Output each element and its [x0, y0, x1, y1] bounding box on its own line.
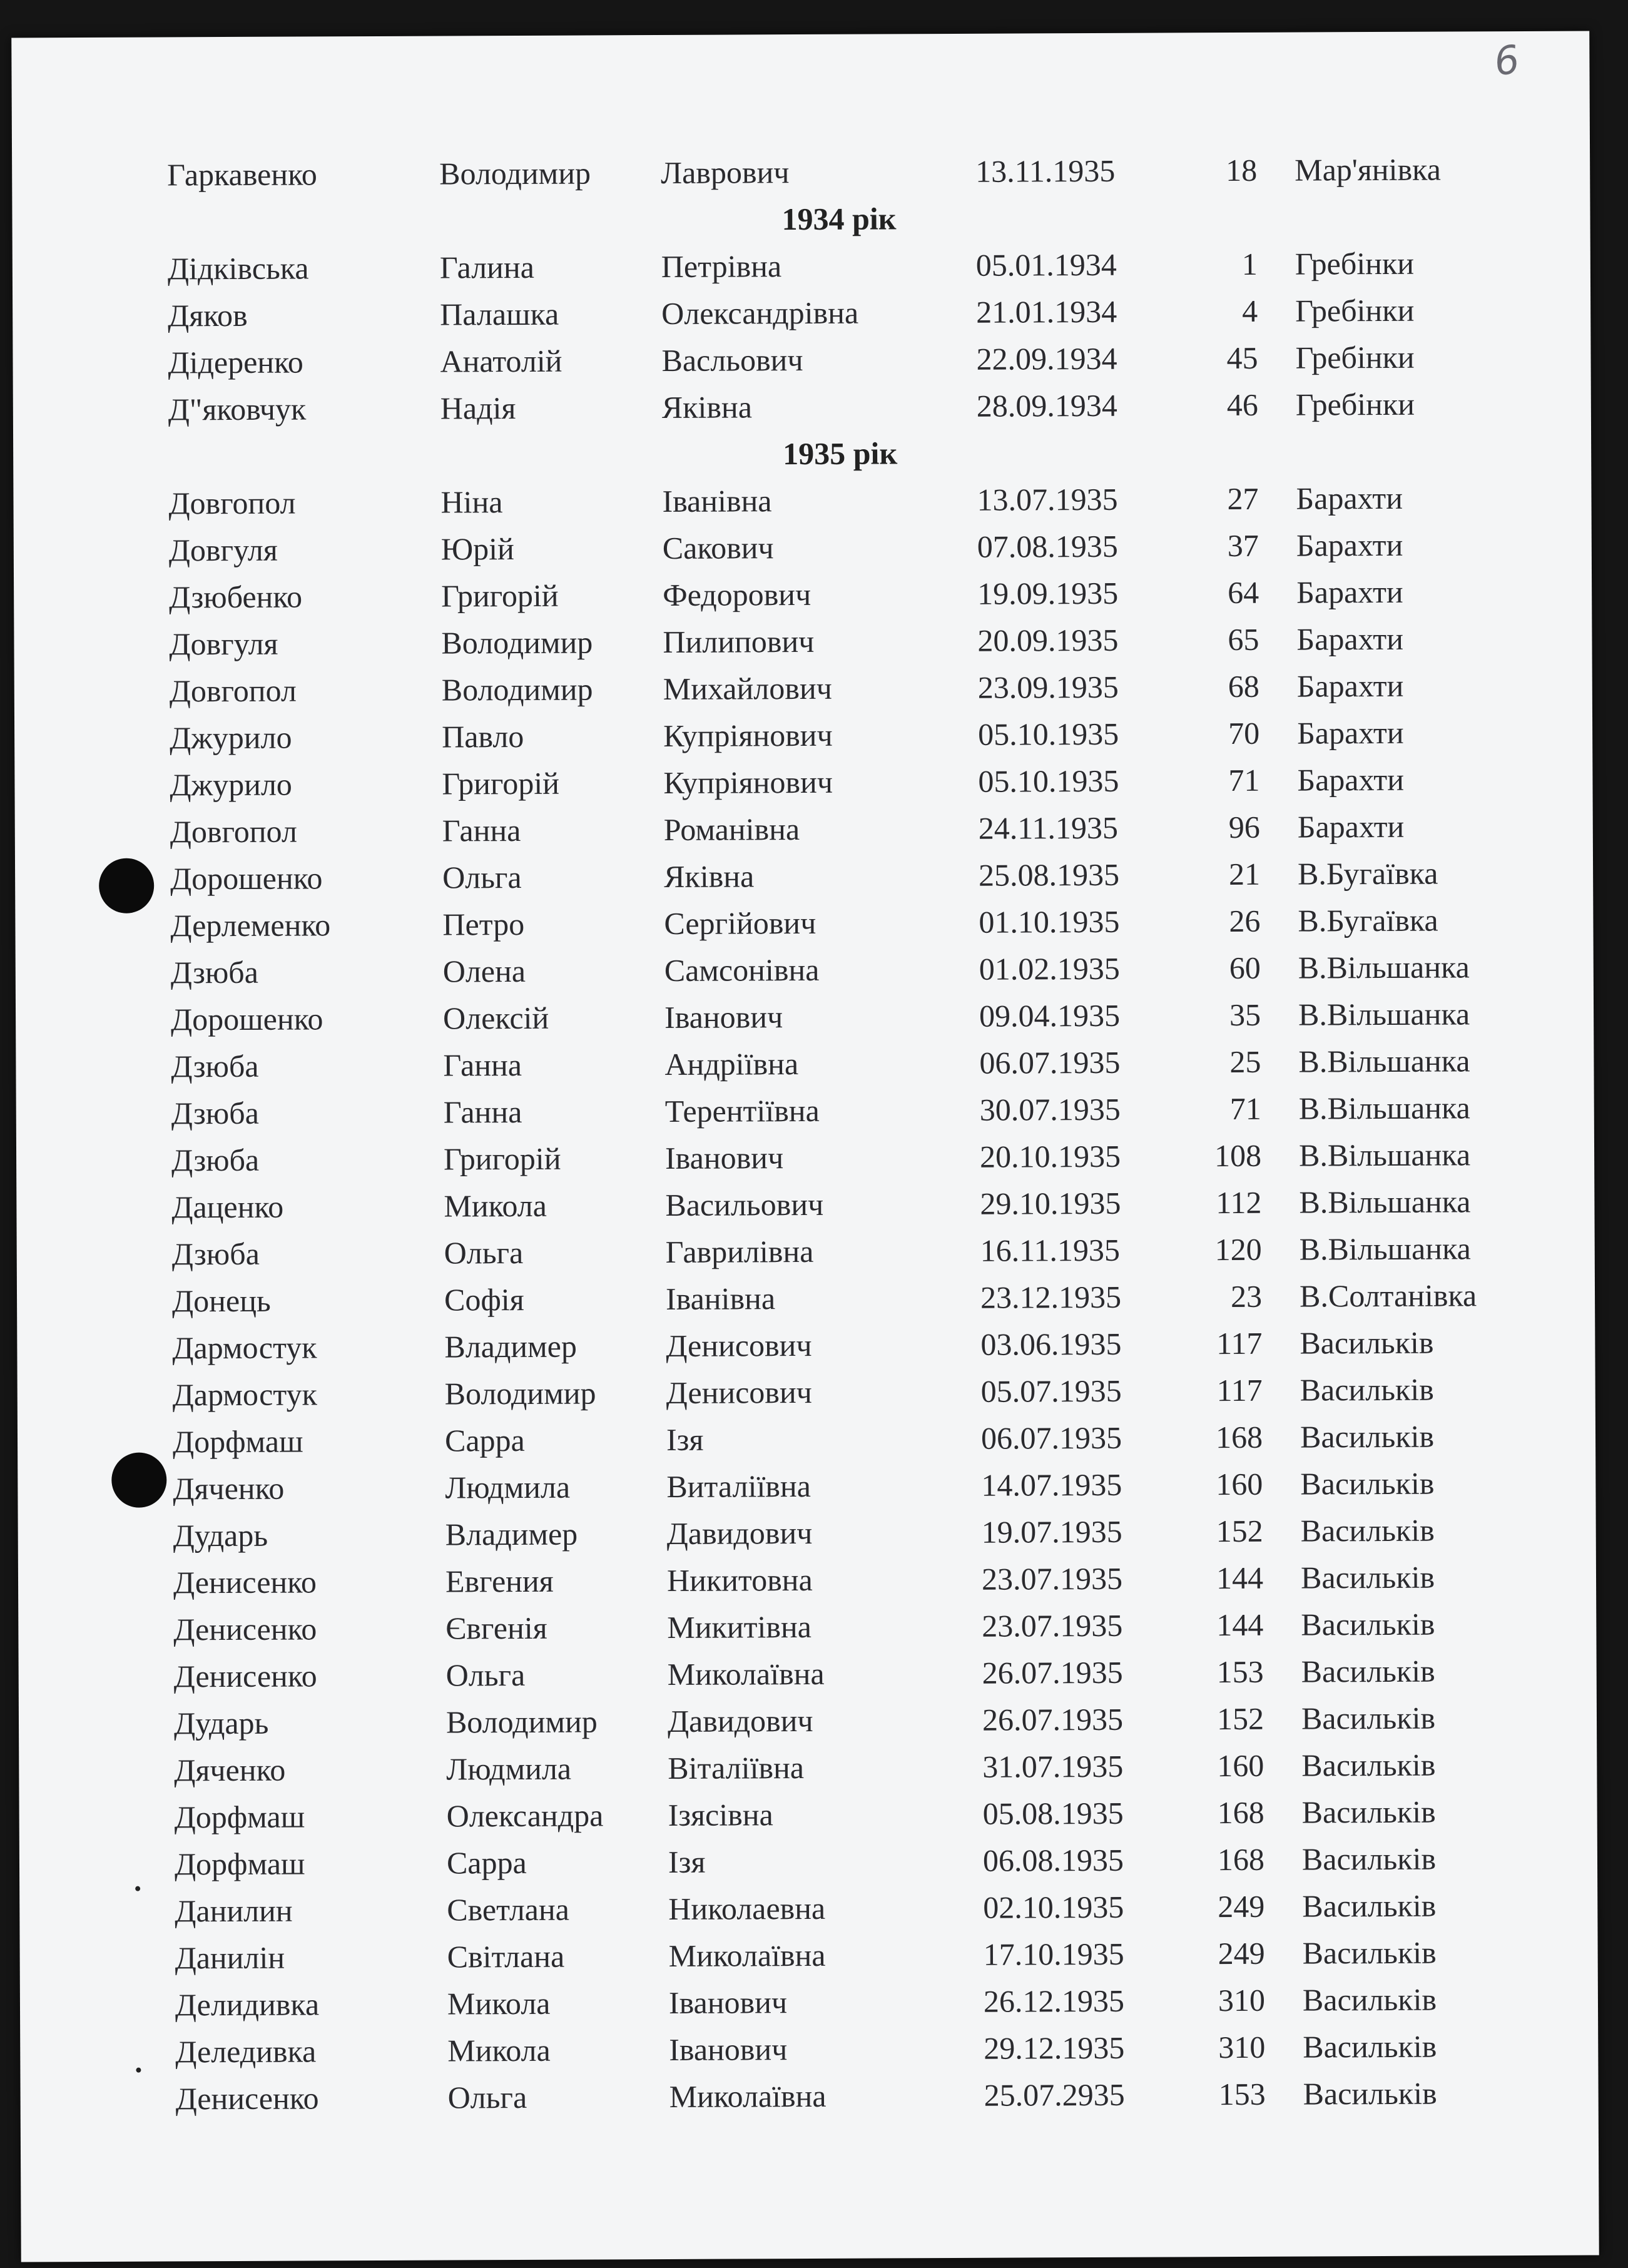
first-name-cell: Владимер [444, 1328, 577, 1365]
record-row [18, 1600, 1596, 1654]
surname-cell: Довгопол [170, 813, 297, 850]
place-cell: В.Вільшанка [1298, 1043, 1470, 1079]
place-cell: В.Бугаївка [1297, 855, 1438, 892]
record-row [14, 615, 1592, 669]
place-cell: Барахти [1297, 808, 1405, 845]
surname-cell: Дорошенко [170, 1001, 323, 1037]
date-cell: 29.10.1935 [980, 1185, 1121, 1221]
first-name-cell: Евгения [445, 1563, 554, 1599]
record-number-cell: 168 [1217, 1841, 1265, 1878]
date-cell: 19.07.1935 [981, 1513, 1122, 1550]
date-cell: 01.10.1935 [979, 903, 1120, 940]
record-row [13, 380, 1591, 434]
surname-cell: Денисенко [173, 1564, 317, 1600]
record-row [18, 1506, 1596, 1560]
first-name-cell: Григорій [441, 577, 559, 614]
record-row [12, 146, 1590, 200]
patronymic-cell: Никитовна [666, 1562, 813, 1598]
record-row [18, 1412, 1595, 1466]
date-cell: 31.07.1935 [982, 1748, 1124, 1784]
date-cell: 23.12.1935 [980, 1279, 1122, 1315]
year-heading [13, 429, 1591, 479]
record-row [16, 1177, 1594, 1231]
first-name-cell: Ольга [444, 1234, 524, 1271]
record-number-cell: 249 [1218, 1888, 1265, 1925]
first-name-cell: Ольга [442, 859, 522, 895]
patronymic-cell: Михайлович [663, 670, 832, 706]
record-number-cell: 65 [1228, 621, 1259, 658]
year-heading [12, 194, 1590, 245]
record-row [19, 1834, 1597, 1888]
place-cell: Барахти [1296, 574, 1403, 610]
place-cell: Васильків [1301, 1841, 1437, 1877]
date-cell: 06.08.1935 [982, 1842, 1124, 1878]
surname-cell: Донець [171, 1283, 271, 1319]
surname-cell: Дорошенко [170, 860, 323, 897]
date-cell: 26.07.1935 [982, 1654, 1123, 1691]
first-name-cell: Олексій [442, 1000, 549, 1036]
date-cell: 09.04.1935 [979, 997, 1121, 1034]
patronymic-cell: Іванівна [665, 1281, 776, 1316]
first-name-cell: Олександра [446, 1798, 604, 1834]
place-cell: Васильків [1301, 1794, 1436, 1830]
surname-cell: Даценко [171, 1189, 284, 1225]
patronymic-cell: Олександрівна [661, 295, 859, 331]
patronymic-cell: Віталіївна [668, 1750, 805, 1786]
place-cell: В.Вільшанка [1299, 1231, 1471, 1267]
record-number-cell: 144 [1216, 1607, 1264, 1643]
record-number-cell: 71 [1229, 1091, 1261, 1127]
surname-cell: Денисенко [175, 2080, 319, 2117]
date-cell: 26.12.1935 [983, 1983, 1125, 2019]
place-cell: Барахти [1296, 480, 1403, 516]
first-name-cell: Микола [447, 2032, 551, 2068]
date-cell: 05.10.1935 [978, 763, 1119, 799]
patronymic-cell: Терентіївна [664, 1092, 820, 1129]
record-number-cell: 144 [1216, 1560, 1264, 1596]
first-name-cell: Владимер [445, 1516, 578, 1552]
date-cell: 01.02.1935 [979, 950, 1120, 987]
first-name-cell: Григорій [442, 765, 560, 801]
record-row [13, 333, 1590, 387]
record-row [13, 474, 1591, 528]
first-name-cell: Григорій [443, 1141, 561, 1177]
record-number-cell: 96 [1228, 809, 1260, 845]
surname-cell: Джурило [170, 766, 292, 803]
place-cell: Барахти [1296, 621, 1404, 657]
record-number-cell: 152 [1216, 1701, 1264, 1737]
place-cell: В.Вільшанка [1298, 1137, 1471, 1173]
patronymic-cell: Іванівна [662, 483, 772, 519]
record-row [17, 1224, 1595, 1278]
patronymic-cell: Гаврилівна [665, 1233, 814, 1269]
record-row [14, 521, 1592, 575]
record-row [14, 568, 1592, 622]
first-name-cell: Володимир [441, 624, 593, 661]
record-number-cell: 160 [1216, 1466, 1263, 1502]
date-cell: 17.10.1935 [983, 1936, 1124, 1972]
record-number-cell: 70 [1228, 715, 1260, 751]
patronymic-cell: Самсонівна [664, 952, 820, 988]
record-row [19, 1928, 1597, 1982]
surname-cell: Довгуля [169, 626, 278, 662]
record-number-cell: 45 [1226, 340, 1258, 376]
patronymic-cell: Виталіївна [666, 1468, 811, 1504]
surname-cell: Денисенко [173, 1658, 317, 1694]
place-cell: В.Вільшанка [1299, 1184, 1471, 1220]
date-cell: 02.10.1935 [983, 1889, 1124, 1925]
place-cell: В.Солтанівка [1299, 1278, 1477, 1314]
record-number-cell: 168 [1215, 1419, 1263, 1455]
date-cell: 03.06.1935 [980, 1326, 1122, 1362]
record-row [13, 240, 1590, 293]
record-number-cell: 64 [1228, 574, 1259, 611]
date-cell: 16.11.1935 [980, 1232, 1121, 1268]
date-cell: 29.12.1935 [984, 2030, 1125, 2066]
surname-cell: Деледивка [175, 2033, 317, 2070]
place-cell: Васильків [1300, 1512, 1435, 1548]
patronymic-cell: Федорович [663, 576, 811, 613]
record-row [16, 1131, 1594, 1184]
patronymic-cell: Васильович [665, 1186, 824, 1223]
first-name-cell: Володимир [445, 1704, 598, 1740]
place-cell: В.Бугаївка [1298, 902, 1438, 938]
date-cell: 28.09.1934 [976, 387, 1117, 424]
record-number-cell: 152 [1216, 1513, 1263, 1549]
record-number-cell: 310 [1218, 2029, 1266, 2065]
patronymic-cell: Николаевна [668, 1890, 826, 1926]
surname-cell: Дяков [168, 297, 248, 333]
patronymic-cell: Купріянович [663, 764, 833, 800]
record-number-cell: 68 [1228, 668, 1259, 704]
place-cell: Васильків [1301, 1700, 1436, 1736]
patronymic-cell: Ізя [668, 1844, 706, 1879]
surname-cell: Дяченко [174, 1752, 286, 1788]
place-cell: Васильків [1302, 1888, 1437, 1924]
place-cell: Васильків [1300, 1371, 1434, 1408]
date-cell: 05.08.1935 [982, 1795, 1124, 1831]
record-row [14, 756, 1592, 810]
place-cell: Васильків [1300, 1418, 1435, 1455]
year-heading-label: 1935 рік [783, 435, 898, 472]
surname-cell: Джурило [170, 720, 292, 756]
surname-cell: Дідеренко [168, 344, 303, 380]
place-cell: Васильків [1301, 1747, 1436, 1783]
patronymic-cell: Іванович [668, 1985, 788, 2020]
record-number-cell: 25 [1229, 1044, 1261, 1080]
date-cell: 23.09.1935 [977, 669, 1119, 705]
date-cell: 25.08.1935 [978, 857, 1120, 893]
first-name-cell: Ганна [443, 1094, 522, 1130]
patronymic-cell: Ізя [666, 1421, 704, 1457]
record-row [20, 1975, 1598, 2029]
first-name-cell: Володимир [441, 671, 593, 708]
record-number-cell: 310 [1218, 1982, 1266, 2018]
surname-cell: Дударь [173, 1517, 268, 1554]
date-cell: 19.09.1935 [977, 575, 1119, 611]
surname-cell: Довгопол [169, 673, 297, 709]
first-name-cell: Галина [439, 249, 534, 285]
surname-cell: Дзюба [171, 1048, 259, 1084]
surname-cell: Дорфмаш [172, 1423, 303, 1460]
date-cell: 13.11.1935 [975, 153, 1116, 189]
patronymic-cell: Денисович [666, 1327, 812, 1363]
record-row [15, 803, 1593, 857]
surname-cell: Дорфмаш [174, 1799, 305, 1835]
patronymic-cell: Сергійович [664, 905, 817, 941]
place-cell: Барахти [1297, 761, 1405, 798]
record-row [16, 1037, 1594, 1091]
surname-cell: Денисенко [173, 1611, 317, 1647]
document-page [11, 31, 1599, 2262]
record-row [18, 1365, 1595, 1419]
surname-cell: Дорфмаш [174, 1846, 305, 1882]
first-name-cell: Софія [444, 1281, 524, 1318]
place-cell: Васильків [1302, 1935, 1437, 1971]
record-row [18, 1553, 1596, 1607]
record-row [15, 897, 1593, 950]
date-cell: 21.01.1934 [976, 293, 1117, 330]
handwritten-page-number: 6 [1491, 36, 1522, 85]
date-cell: 13.07.1935 [977, 481, 1118, 517]
record-number-cell: 120 [1214, 1231, 1262, 1268]
record-number-cell: 112 [1216, 1184, 1262, 1221]
record-number-cell: 23 [1230, 1278, 1263, 1315]
patronymic-cell: Андріївна [664, 1046, 799, 1082]
surname-cell: Дзюба [171, 1095, 259, 1131]
record-number-cell: 249 [1218, 1935, 1265, 1971]
record-number-cell: 108 [1214, 1137, 1262, 1174]
patronymic-cell: Васльович [661, 342, 803, 378]
first-name-cell: Ольга [445, 1657, 526, 1693]
first-name-cell: Ольга [447, 2079, 527, 2115]
record-number-cell: 27 [1227, 481, 1259, 517]
record-row [17, 1271, 1595, 1325]
place-cell: Васильків [1300, 1465, 1435, 1502]
first-name-cell: Сарра [444, 1422, 525, 1458]
record-row [19, 1647, 1597, 1701]
place-cell: В.Вільшанка [1298, 1090, 1470, 1126]
place-cell: Барахти [1296, 668, 1404, 704]
surname-cell: Дідківська [167, 250, 309, 287]
patronymic-cell: Микитівна [667, 1609, 812, 1645]
record-number-cell: 1 [1241, 246, 1258, 282]
first-name-cell: Петро [442, 906, 525, 942]
first-name-cell: Ніна [440, 484, 503, 520]
first-name-cell: Палашка [440, 296, 559, 332]
patronymic-cell: Пилипович [663, 623, 815, 659]
record-number-cell: 153 [1216, 1654, 1264, 1690]
first-name-cell: Світлана [447, 1938, 565, 1975]
patronymic-cell: Купріянович [663, 717, 833, 753]
date-cell: 06.07.1935 [980, 1420, 1122, 1456]
place-cell: Гребінки [1295, 292, 1415, 328]
record-row [16, 943, 1594, 997]
date-cell: 07.08.1935 [977, 528, 1118, 564]
surname-cell: Дяченко [173, 1470, 285, 1507]
date-cell: 23.07.1935 [981, 1560, 1123, 1597]
patronymic-cell: Яківна [661, 389, 753, 425]
surname-cell: Дзюба [170, 954, 258, 990]
record-number-cell: 168 [1217, 1794, 1264, 1831]
patronymic-cell: Лаврович [661, 155, 790, 190]
date-cell: 06.07.1935 [979, 1044, 1121, 1081]
place-cell: Васильків [1302, 1981, 1437, 2018]
date-cell: 20.10.1935 [979, 1138, 1121, 1174]
date-cell: 20.09.1935 [977, 622, 1119, 658]
place-cell: В.Вільшанка [1298, 949, 1470, 985]
record-number-cell: 4 [1242, 293, 1258, 328]
place-cell: Васильків [1303, 2075, 1437, 2112]
surname-cell: Гаркавенко [167, 156, 317, 193]
record-number-cell: 153 [1218, 2076, 1266, 2112]
record-number-cell: 160 [1217, 1747, 1264, 1784]
place-cell: Васильків [1300, 1559, 1435, 1595]
date-cell: 05.07.1935 [980, 1373, 1122, 1409]
surname-cell: Дармостук [172, 1330, 317, 1366]
place-cell: Барахти [1297, 714, 1404, 751]
first-name-cell: Володимир [444, 1375, 596, 1411]
first-name-cell: Надія [440, 390, 516, 426]
patronymic-cell: Романівна [663, 811, 800, 847]
first-name-cell: Анатолій [440, 343, 562, 379]
first-name-cell: Євгенія [445, 1610, 547, 1646]
patronymic-cell: Денисович [666, 1374, 812, 1410]
place-cell: В.Вільшанка [1298, 996, 1470, 1032]
first-name-cell: Микола [447, 1985, 551, 2021]
place-cell: Васильків [1300, 1325, 1434, 1361]
record-number-cell: 117 [1216, 1325, 1263, 1361]
first-name-cell: Павло [442, 718, 524, 755]
first-name-cell: Олена [442, 953, 526, 989]
surname-cell: Довгопол [168, 485, 296, 521]
patronymic-cell: Іванович [669, 2032, 788, 2067]
surname-cell: Дармостук [172, 1376, 317, 1413]
date-cell: 05.10.1935 [978, 716, 1119, 752]
place-cell: Васильків [1301, 1653, 1435, 1689]
date-cell: 24.11.1935 [978, 810, 1119, 846]
patronymic-cell: Миколаївна [668, 1937, 826, 1973]
year-heading-label: 1934 рік [781, 201, 897, 237]
record-number-cell: 35 [1229, 997, 1261, 1033]
date-cell: 25.07.2935 [984, 2077, 1125, 2113]
patronymic-cell: Петрівна [661, 248, 782, 284]
surname-cell: Довгуля [168, 532, 278, 568]
first-name-cell: Людмила [446, 1751, 572, 1787]
surname-cell: Дзюбенко [169, 579, 303, 615]
patronymic-cell: Давидович [666, 1515, 813, 1551]
surname-cell: Дзюба [171, 1142, 260, 1178]
patronymic-cell: Давидович [667, 1702, 813, 1739]
place-cell: Васильків [1303, 2028, 1437, 2065]
record-row [16, 990, 1594, 1044]
date-cell: 05.01.1934 [975, 247, 1117, 283]
record-row [19, 1694, 1597, 1747]
date-cell: 14.07.1935 [981, 1467, 1122, 1503]
records-table [11, 31, 1599, 2262]
record-number-cell: 46 [1226, 387, 1258, 423]
first-name-cell: Юрій [440, 531, 514, 567]
place-cell: Мар'янівка [1295, 151, 1441, 188]
record-row [16, 1084, 1594, 1137]
patronymic-cell: Ізясівна [668, 1797, 773, 1833]
record-row [18, 1459, 1595, 1513]
first-name-cell: Микола [444, 1187, 547, 1224]
record-row [13, 287, 1590, 340]
place-cell: Гребінки [1295, 339, 1415, 375]
first-name-cell: Ганна [442, 812, 521, 848]
surname-cell: Данилін [175, 1940, 285, 1976]
record-row [20, 2022, 1598, 2076]
surname-cell: Д"яковчук [168, 391, 307, 427]
surname-cell: Делидивка [175, 1986, 320, 2023]
record-row [15, 850, 1593, 903]
record-number-cell: 18 [1226, 152, 1258, 188]
surname-cell: Дударь [173, 1705, 269, 1741]
record-number-cell: 71 [1228, 762, 1260, 798]
record-number-cell: 117 [1216, 1372, 1263, 1408]
record-row [17, 1318, 1595, 1372]
surname-cell: Дерлеменко [170, 907, 331, 943]
patronymic-cell: Іванович [664, 1140, 784, 1176]
record-row [20, 2069, 1598, 2123]
patronymic-cell: Миколаївна [669, 2078, 827, 2114]
place-cell: Гребінки [1295, 386, 1415, 422]
first-name-cell: Володимир [439, 155, 591, 191]
first-name-cell: Ганна [443, 1047, 522, 1083]
record-number-cell: 21 [1228, 856, 1261, 892]
record-row [14, 662, 1592, 716]
record-number-cell: 26 [1229, 903, 1261, 939]
place-cell: Васильків [1301, 1606, 1435, 1642]
date-cell: 22.09.1934 [976, 340, 1117, 377]
record-row [14, 709, 1592, 763]
patronymic-cell: Яківна [663, 858, 755, 894]
first-name-cell: Сарра [446, 1844, 527, 1881]
date-cell: 30.07.1935 [979, 1091, 1121, 1127]
surname-cell: Дзюба [171, 1236, 260, 1272]
first-name-cell: Светлана [447, 1891, 570, 1928]
record-row [19, 1741, 1597, 1794]
record-row [19, 1787, 1597, 1841]
first-name-cell: Людмила [445, 1469, 571, 1505]
date-cell: 26.07.1935 [982, 1701, 1124, 1737]
record-number-cell: 37 [1227, 527, 1259, 564]
record-number-cell: 60 [1229, 950, 1261, 986]
date-cell: 23.07.1935 [982, 1607, 1123, 1644]
place-cell: Гребінки [1295, 245, 1415, 282]
surname-cell: Данилин [175, 1893, 293, 1929]
record-row [19, 1881, 1597, 1935]
place-cell: Барахти [1296, 527, 1403, 563]
patronymic-cell: Іванович [664, 999, 783, 1035]
patronymic-cell: Сакович [662, 530, 774, 566]
patronymic-cell: Миколаївна [667, 1655, 825, 1692]
